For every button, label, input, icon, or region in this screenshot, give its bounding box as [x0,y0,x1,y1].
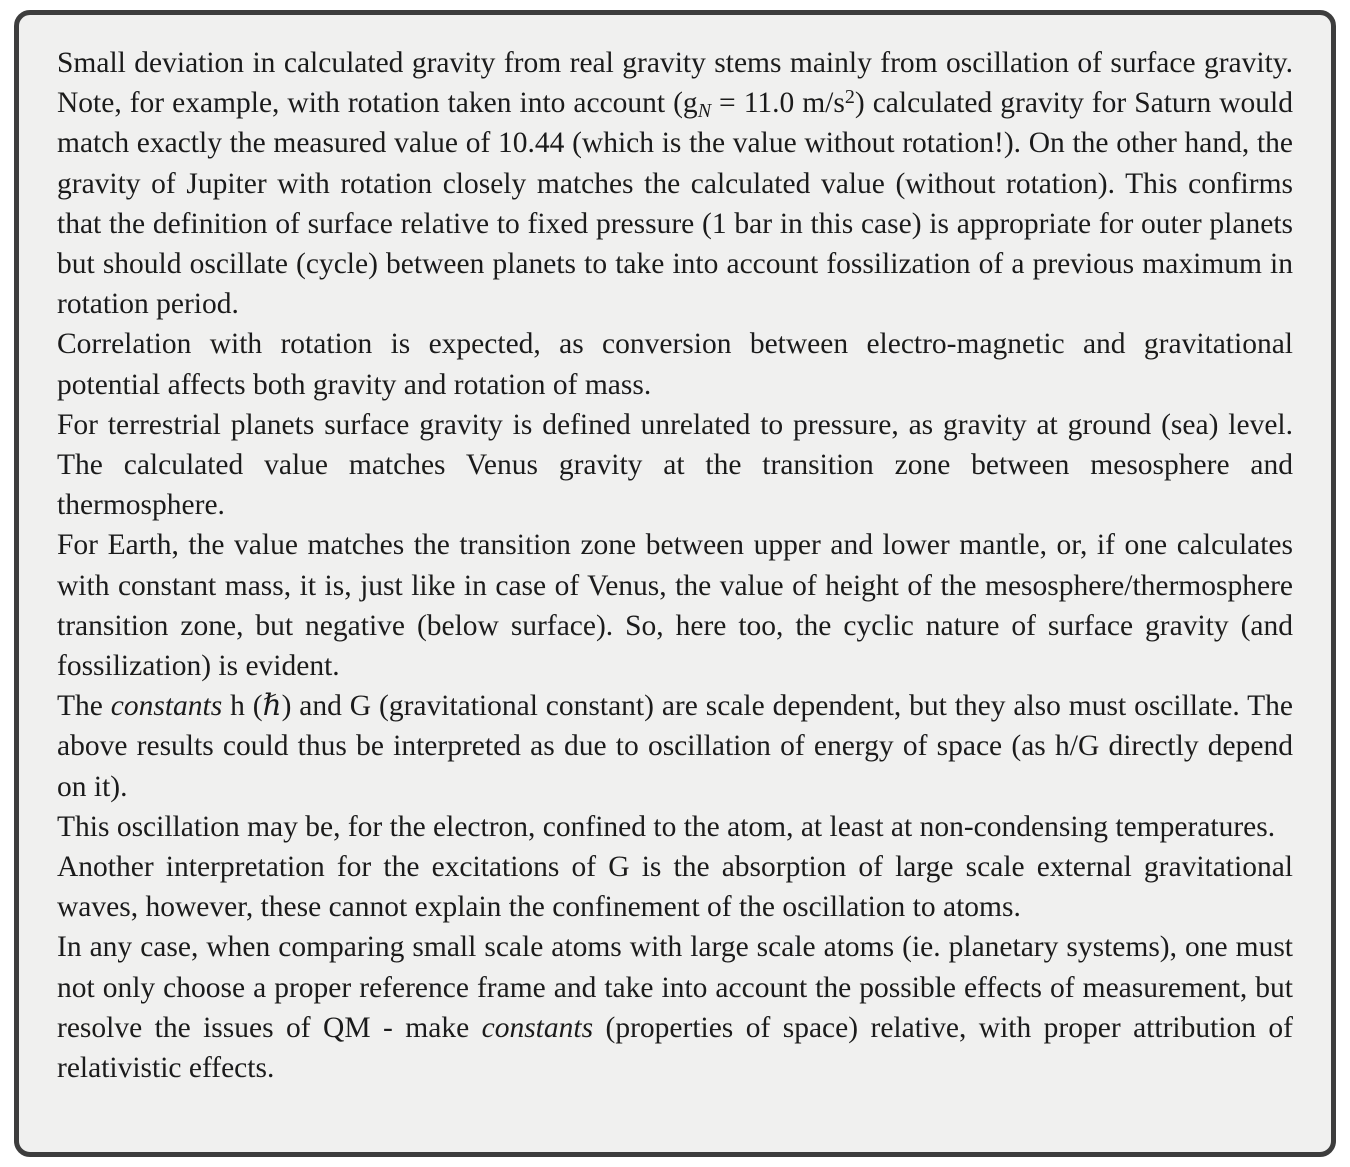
text-segment: = 11.0 m/s [711,87,845,120]
text-segment: For Earth, the value matches the transition zone between upper and lower mantle, or, if one calculates with constant mass, it is, just like in case of Venus, the value of height of the mesosphere/thermosphere transition zone, but negative (below surface). So, here too, the cyclic nature of surface gravity (and fossilization) is evident. [57,529,1293,683]
text-segment: This oscillation may be, for the electron, confined to the atom, at least at non-condensing temperatures. [57,810,1276,843]
paragraph [57,807,1293,847]
paragraph [57,405,1293,526]
text-segment: ) calculated gravity for Saturn would match exactly the measured value of 10.44 (which is the value without rotation!). On the other hand, the gravity of Jupiter with rotation closely matches the calculated value (without rotation). This confirms that the definition of surface relative to fixed pressure (1 bar in this case) is appropriate for outer planets but should oscillate (cycle) between planets to take into account fossilization of a previous maximum in rotation period. [57,87,1293,321]
text-segment: The [57,690,111,723]
paragraph [57,43,1293,324]
text-segment-sup: 2 [844,86,855,109]
text-segment: For terrestrial planets surface gravity is defined unrelated to pressure, as gravity at ground (sea) level. The calculated value matches Venus gravity at the transition zone between mesosphere and thermosphere. [57,408,1293,522]
paragraph [57,686,1293,807]
text-segment: (properties of space) relative, with proper attribution of relativistic effects. [57,1011,1293,1085]
text-segment-italic: constants [110,690,223,723]
text-panel [14,10,1336,1157]
text-segment: h (ℏ) and G (gravitational constant) are scale dependent, but they also must oscillate. The above results could thus be interpreted as due to oscillation of energy of space (as h/G directly depend on it). [57,690,1293,803]
paragraph [57,927,1293,1088]
paragraph [57,324,1293,404]
text-segment: Another interpretation for the excitations of G is the absorption of large scale external gravitational waves, however, these cannot explain the confinement of the oscillation to atoms. [57,851,1293,924]
text-segment: Correlation with rotation is expected, as conversion between electro-magnetic and gravitational potential affects both gravity and rotation of mass. [57,328,1293,401]
text-segment: Small deviation in calculated gravity from real gravity stems mainly from oscillation of surface gravity. Note, for example, with rotation taken into account (g [57,47,1293,120]
paragraph [57,847,1293,927]
document-text [57,43,1293,1088]
paragraph [57,525,1293,686]
text-segment-italic: constants [481,1011,594,1044]
text-segment-sub-italic: N [697,100,712,123]
text-segment: In any case, when comparing small scale atoms with large scale atoms (ie. planetary systems), one must not only choose a proper reference frame and take into account the possible effects of measurement, but resolve the issues of QM - make [57,931,1293,1044]
